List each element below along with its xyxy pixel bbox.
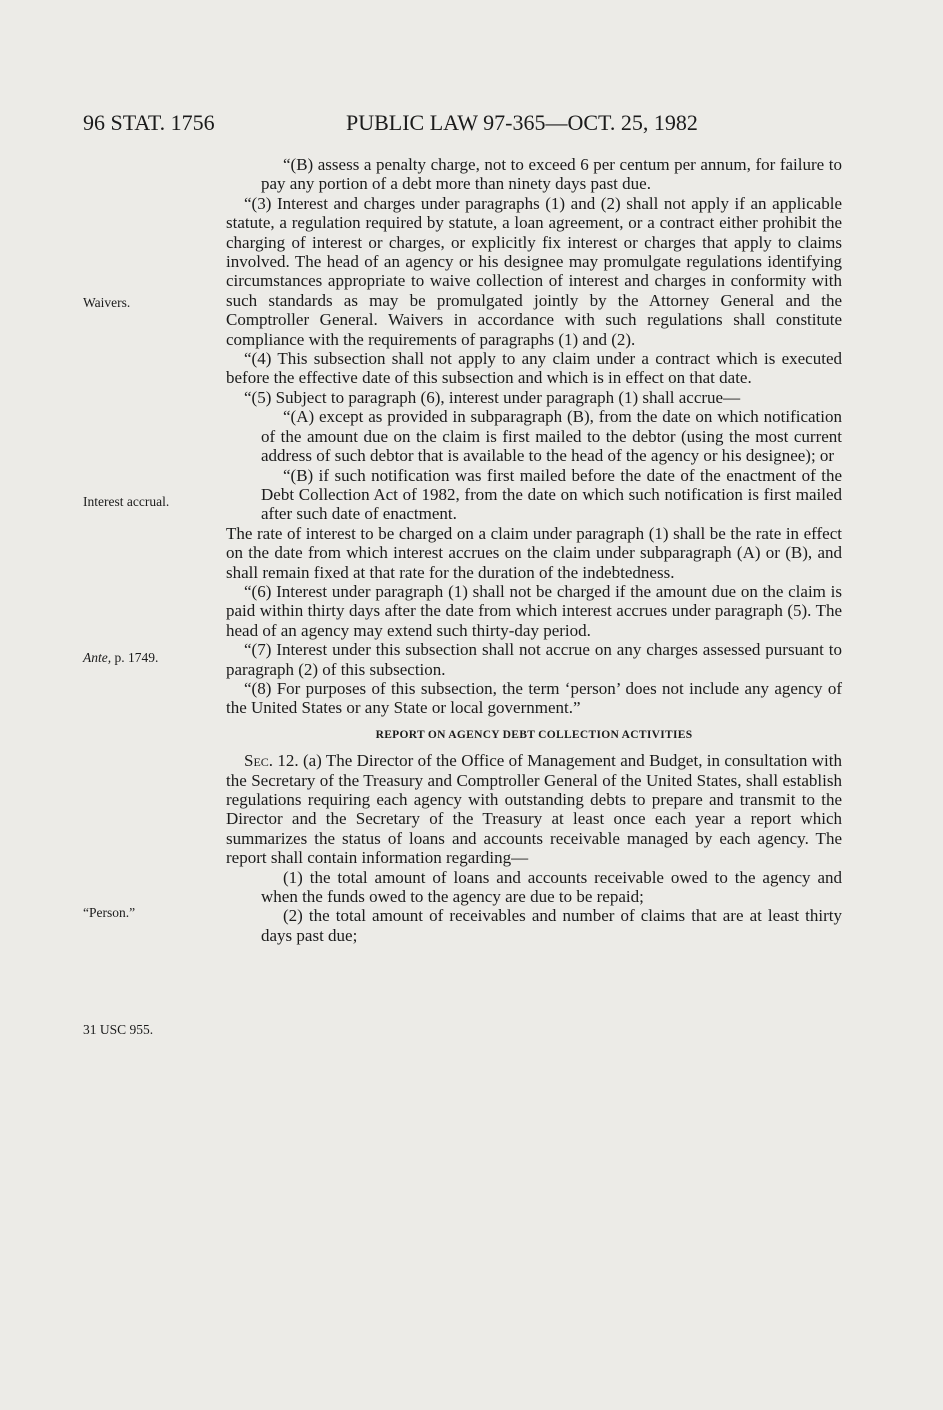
margin-note-person: “Person.” xyxy=(83,905,136,920)
section-12 xyxy=(226,751,842,867)
subparagraph-5a: “(A) except as provided in subparagraph (B), from the date on which notification of the amount due on the claim is first mailed to the debtor (using the most current address of such debtor that is available to the head of the agency or his designee); or xyxy=(261,407,842,466)
paragraph-7: “(7) Interest under this subsection shall not accrue on any charges assessed pursuant to paragraph (2) of this subsection. xyxy=(226,640,842,679)
list-item-1: (1) the total amount of loans and accounts receivable owed to the agency and when the funds owed to the agency are due to be repaid; xyxy=(261,867,842,907)
margin-note-ante-page: p. 1749. xyxy=(111,650,159,665)
margin-note-ante-label: Ante, xyxy=(83,650,112,665)
paragraph-6: “(6) Interest under paragraph (1) shall not be charged if the amount due on the claim is paid within thirty days after the date from which interest accrues under paragraph (5). The head of an agency may extend such thirty-day period. xyxy=(226,581,842,640)
paragraph-4: “(4) This subsection shall not apply to any claim under a contract which is executed before the effective date of this subsection and which is in effect on that date. xyxy=(226,349,842,388)
margin-note-interest-accrual: Interest accrual. xyxy=(83,494,170,509)
section-label: Sec. 12. xyxy=(244,751,299,771)
statute-body xyxy=(226,155,842,945)
paragraph-5: “(5) Subject to paragraph (6), interest under paragraph (1) shall accrue— xyxy=(244,387,741,407)
paragraph-3: “(3) Interest and charges under paragraphs (1) and (2) shall not apply if an applicable statute, a regulation required by statute, a loan agreement, or a contract either prohibit the charging of interest or charges, or explicitly fix interest or charges that apply to claims involved. The head of an agency or his designee may promulgate regulations identifying circumstances appropriate to waive collection of interest and charges in conformity with such standards as may be promulgated jointly by the Attorney General and the Comptroller General. Waivers in accordance with such regulations shall constitute compliance with the requirements of paragraphs (1) and (2). xyxy=(226,193,842,349)
stat-reference: 96 STAT. 1756 xyxy=(83,110,215,135)
page-header xyxy=(83,110,843,140)
margin-note-ante xyxy=(83,650,158,666)
subparagraph-b-penalty: “(B) assess a penalty charge, not to exceed 6 per centum per annum, for failure to pay any portion of a debt more than ninety days past due. xyxy=(261,155,842,194)
margin-note-waivers: Waivers. xyxy=(83,295,131,310)
subparagraph-5b: “(B) if such notification was first mailed before the date of the enactment of the Debt Collection Act of 1982, from the date on which such notification is first mailed after such date of enactment. xyxy=(261,465,842,524)
list-item-2: (2) the total amount of receivables and number of claims that are at least thirty days past due; xyxy=(261,906,842,945)
rate-paragraph: The rate of interest to be charged on a claim under paragraph (1) shall be the rate in effect on the date from which interest accrues on the claim under subparagraph (A) or (B), and shall remain fixed at that rate for the duration of the indebtedness. xyxy=(226,523,842,582)
section-heading: REPORT ON AGENCY DEBT COLLECTION ACTIVITIES xyxy=(375,728,693,741)
paragraph-8: “(8) For purposes of this subsection, the term ‘person’ does not include any agency of the United States or any State or local government.” xyxy=(226,678,842,718)
law-title: PUBLIC LAW 97-365—OCT. 25, 1982 xyxy=(346,110,698,135)
margin-note-usc: 31 USC 955. xyxy=(83,1022,154,1037)
section-12-text: (a) The Director of the Office of Management and Budget, in consultation with the Secretary of the Treasury and Comptroller General of the United States, shall establish regulations requiring each agency with outstanding debts to prepare and transmit to the Director and the Secretary of the Treasury at least once each year a report which summarizes the status of loans and accounts receivable managed by each agency. The report shall contain information regarding— xyxy=(226,751,842,868)
